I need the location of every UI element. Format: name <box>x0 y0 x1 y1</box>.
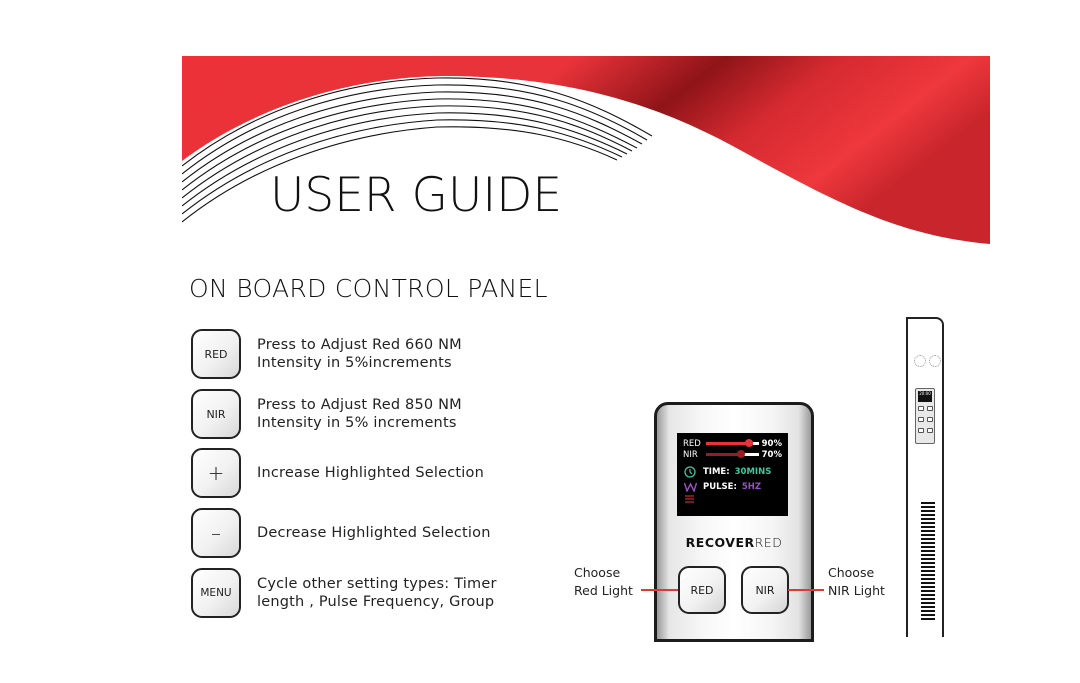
nir-intensity-slider: NIR 70% <box>683 449 782 460</box>
control-description: Decrease Highlighted Selection <box>257 525 491 541</box>
red-intensity-slider: RED 90% <box>683 438 782 449</box>
section-title: ON BOARD CONTROL PANEL <box>189 274 548 303</box>
control-row-red <box>191 329 462 379</box>
red-button-illustration: RED <box>191 329 241 379</box>
control-description: Press to Adjust Red 660 NM Intensity in 5%increments <box>257 337 462 371</box>
menu-button-illustration: MENU <box>191 568 241 618</box>
control-row-minus <box>191 508 491 558</box>
plus-button-illustration: + <box>191 448 241 498</box>
control-row-menu <box>191 568 497 618</box>
minus-button-illustration: – <box>191 508 241 558</box>
fan-icon <box>914 355 926 367</box>
page-title: USER GUIDE <box>270 168 563 223</box>
remote-screen <box>677 433 788 516</box>
device-panel-illustration <box>906 317 944 637</box>
control-row-nir <box>191 389 462 439</box>
remote-nir-button: NIR <box>741 566 789 614</box>
leader-line-red <box>641 589 678 591</box>
callout-red-light: Choose Red Light <box>574 565 633 598</box>
callout-nir-light: Choose NIR Light <box>828 565 885 598</box>
fan-icon <box>929 355 941 367</box>
device-mini-control-panel <box>915 388 935 444</box>
pulse-wave-icon <box>683 482 697 492</box>
brand-logo: RECOVERRED <box>685 535 783 550</box>
timer-row: TIME: 30MINS <box>683 466 782 477</box>
pulse-row: PULSE: 5HZ <box>683 481 782 492</box>
control-description: Press to Adjust Red 850 NM Intensity in 5% increments <box>257 397 462 431</box>
clock-icon <box>683 466 697 478</box>
remote-control-illustration <box>654 402 814 642</box>
nir-button-illustration: NIR <box>191 389 241 439</box>
device-mini-screen: 20:00 <box>918 391 932 402</box>
group-icon <box>685 494 782 507</box>
control-description: Increase Highlighted Selection <box>257 465 484 481</box>
remote-red-button: RED <box>678 566 726 614</box>
leader-line-nir <box>788 589 824 591</box>
control-description: Cycle other setting types: Timer length , Pulse Frequency, Group <box>257 576 497 610</box>
control-row-plus <box>191 448 484 498</box>
